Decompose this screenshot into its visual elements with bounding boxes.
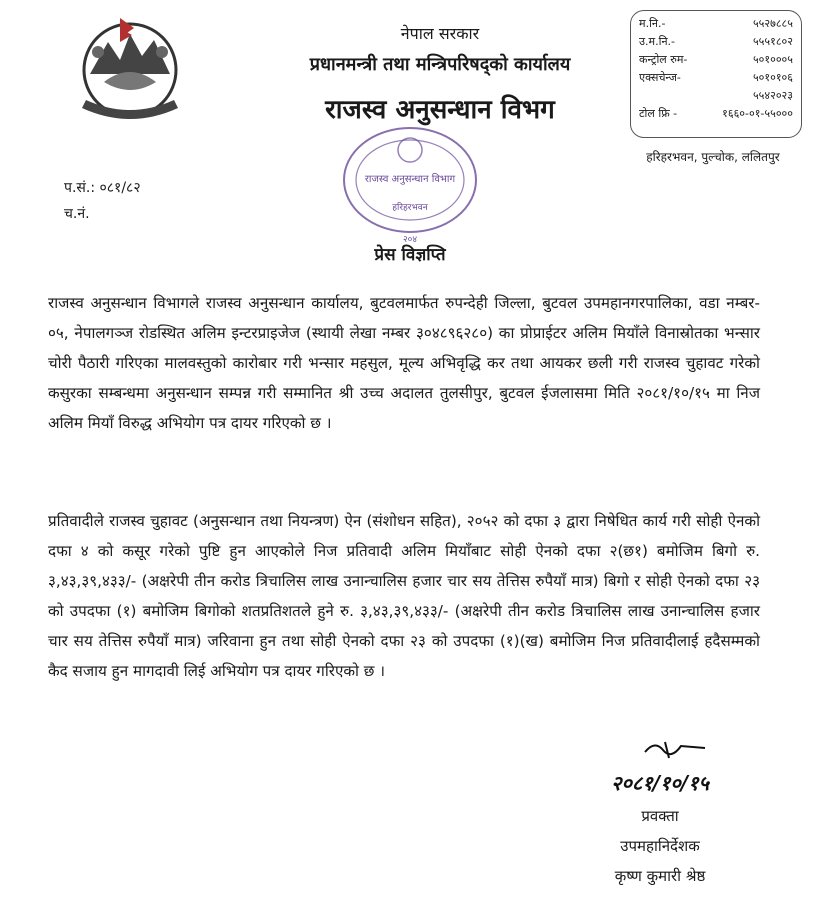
contact-label: टोल फ्रि -	[639, 107, 678, 120]
stamp-text-bottom: हरिहरभवन	[392, 203, 428, 213]
office-address: हरिहरभवन, पुल्चोक, ललितपुर	[646, 150, 780, 164]
contact-label: कन्ट्रोल रुम-	[639, 53, 688, 66]
contact-row	[639, 51, 793, 69]
signature-date: २०८१/१०/१५	[611, 771, 709, 795]
contact-value: ५०१०००५	[752, 53, 793, 66]
stamp-text-top: राजस्व अनुसन्धान विभाग	[364, 174, 456, 185]
contact-value: ५५२७८८५	[752, 17, 793, 30]
department-name: राजस्व अनुसन्धान विभग	[325, 95, 555, 125]
office-name: प्रधानमन्त्री तथा मन्त्रिपरिषद्को कार्यालय	[309, 54, 571, 75]
contact-row	[639, 15, 793, 33]
handwritten-signature	[585, 738, 735, 800]
government-name: नेपाल सरकार	[400, 24, 480, 43]
press-release-title: प्रेस विज्ञप्ति	[374, 245, 446, 265]
body-paragraph-1: राजस्व अनुसन्धान विभागले राजस्व अनुसन्धान कार्यालय, बुटवलमार्फत रुपन्देही जिल्ला, बुटवल उपमहानगरपालिका, वडा नम्बर- ०५, नेपालगञ्ज रोडस्थित अलिम इन्टरप्राइजेज (स्थायी लेखा नम्बर ३०४८९६२८०) का प्रोप्राईटर अलिम मियाँले विनास्रोतका भन्सार चोरी पैठारी गरिएका मालवस्तुको कारोबार गरी भन्सार महसुल, मूल्य अभिवृद्धि कर तथा आयकर छली गरी राजस्व चुहावट गरेको कसुरका सम्बन्धमा अनुसन्धान सम्पन्न गरी सम्मानित श्री उच्च अदालत तुलसीपुर, बुटवल ईजलासमा मिति २०८१/१०/१५ मा निज अलिम मियाँ विरुद्ध अभियोग पत्र दायर गरिएको छ ।	[48, 294, 760, 432]
contact-value: ५५५१८०२	[752, 35, 793, 48]
signatory-role: प्रवक्ता	[641, 807, 679, 825]
contact-row	[639, 69, 793, 87]
stamp-number: २०४	[402, 235, 418, 245]
contact-row	[639, 105, 793, 123]
contact-label: एक्सचेन्ज-	[639, 71, 681, 84]
contact-value: ५५४२०२३	[752, 89, 793, 102]
contact-value: ५०१०१०६	[752, 71, 793, 84]
signatory-name: कृष्ण कुमारी श्रेष्ठ	[614, 867, 706, 885]
contact-box	[630, 10, 802, 138]
contact-label: म.नि.-	[639, 17, 666, 30]
body-paragraph-2: प्रतिवादीले राजस्व चुहावट (अनुसन्धान तथा नियन्त्रण) ऐन (संशोधन सहित), २०५२ को दफा ३ द्वारा निषेधित कार्य गरी सोही ऐनको दफा ४ को कसूर गरेको पुष्टि हुन आएकोले निज प्रतिवादी अलिम मियाँबाट सोही ऐनको दफा २(छ१) बमोजिम बिगो रु. ३,४३,३९,४३३/- (अक्षरेपी तीन करोड त्रिचालिस लाख उनान्चालिस हजार चार सय तेत्तिस रुपैयाँ मात्र) बिगो र सोही ऐनको दफा २३ को उपदफा (१) बमोजिम बिगोको शतप्रतिशतले हुने रु. ३,४३,३९,४३३/- (अक्षरेपी तीन करोड त्रिचालिस लाख उनान्चालिस हजार चार सय तेत्तिस रुपैयाँ मात्र) जरिवाना हुन तथा सोही ऐनको दफा २३ को उपदफा (१)(ख) बमोजिम निज प्रतिवादीलाई हदैसम्मको कैद सजाय हुन मागदावी लिई अभियोग पत्र दायर गरिएको छ ।	[48, 512, 760, 680]
contact-value: १६६०-०१-५५०००	[722, 107, 793, 120]
dispatch-number: च.नं.	[64, 206, 90, 222]
contact-row	[639, 87, 793, 105]
reference-number: प.सं.: ०८१/८२	[64, 180, 141, 196]
contact-row	[639, 33, 793, 51]
official-stamp	[336, 120, 484, 250]
contact-label: उ.म.नि.-	[639, 35, 676, 48]
signatory-designation: उपमहानिर्देशक	[620, 837, 700, 855]
nepal-emblem-logo	[68, 12, 192, 124]
